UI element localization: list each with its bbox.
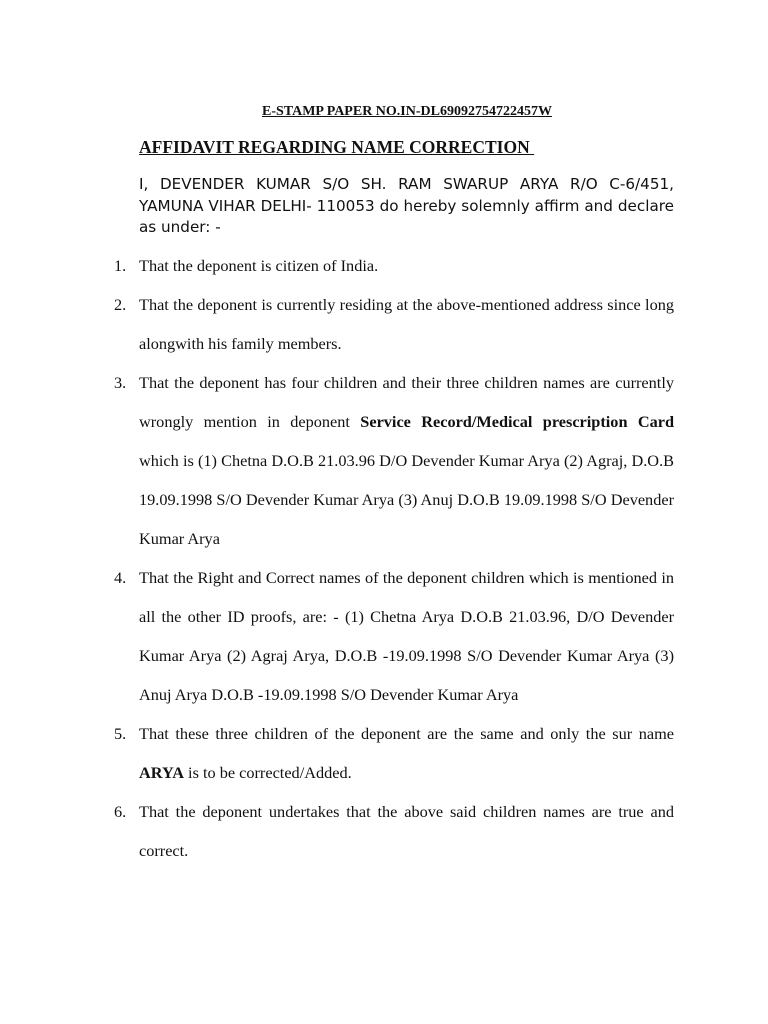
clause-1 [0, 246, 674, 285]
clause-4 [0, 558, 674, 714]
intro-paragraph: I, DEVENDER KUMAR S/O SH. RAM SWARUP ARYA R/O C-6/451, YAMUNA VIHAR DELHI- 110053 do hereby solemnly affirm and declare as under: - [139, 175, 674, 237]
clause-text: That the deponent has four children and their three children names are currently wrongly mention in deponent [139, 373, 674, 431]
clause-number: 2. [114, 295, 127, 314]
clause-2 [0, 285, 674, 363]
clause-3 [0, 363, 674, 558]
clause-5 [0, 714, 674, 792]
clause-text-bold: ARYA [139, 763, 184, 782]
clause-number: 6. [114, 802, 127, 821]
clause-number: 4. [114, 568, 127, 587]
e-stamp-number: E-STAMP PAPER NO.IN-DL69092754722457W [262, 104, 552, 119]
clause-number: 1. [114, 256, 127, 275]
affidavit-clauses [0, 246, 674, 870]
clause-text: That these three children of the deponent are the same and only the sur name [139, 724, 674, 743]
clause-number: 3. [114, 373, 127, 392]
clause-text: That the deponent undertakes that the above said children names are true and correct. [139, 802, 674, 860]
clause-text: is to be corrected/Added. [183, 763, 352, 782]
clause-text-bold: Service Record/Medical prescription Card [360, 412, 674, 431]
document-title: AFFIDAVIT REGARDING NAME CORRECTION [139, 137, 535, 157]
clause-text: which is (1) Chetna D.O.B 21.03.96 D/O Devender Kumar Arya (2) Agraj, D.O.B 19.09.1998 S/O Devender Kumar Arya (3) Anuj D.O.B 19.09.1998 S/O Devender Kumar Arya [139, 451, 674, 548]
clause-text: That the deponent is currently residing at the above-mentioned address since long alongwith his family members. [139, 295, 674, 353]
clause-text: That the Right and Correct names of the deponent children which is mentioned in all the other ID proofs, are: - (1) Chetna Arya D.O.B 21.03.96, D/O Devender Kumar Arya (2) Agraj Arya, D.O.B -19.09.1998 S/O Devender Kumar Arya (3) Anuj Arya D.O.B -19.09.1998 S/O Devender Kumar Arya [139, 568, 674, 704]
clause-text: That the deponent is citizen of India. [139, 256, 379, 275]
clause-number: 5. [114, 724, 127, 743]
clause-6 [0, 792, 674, 870]
